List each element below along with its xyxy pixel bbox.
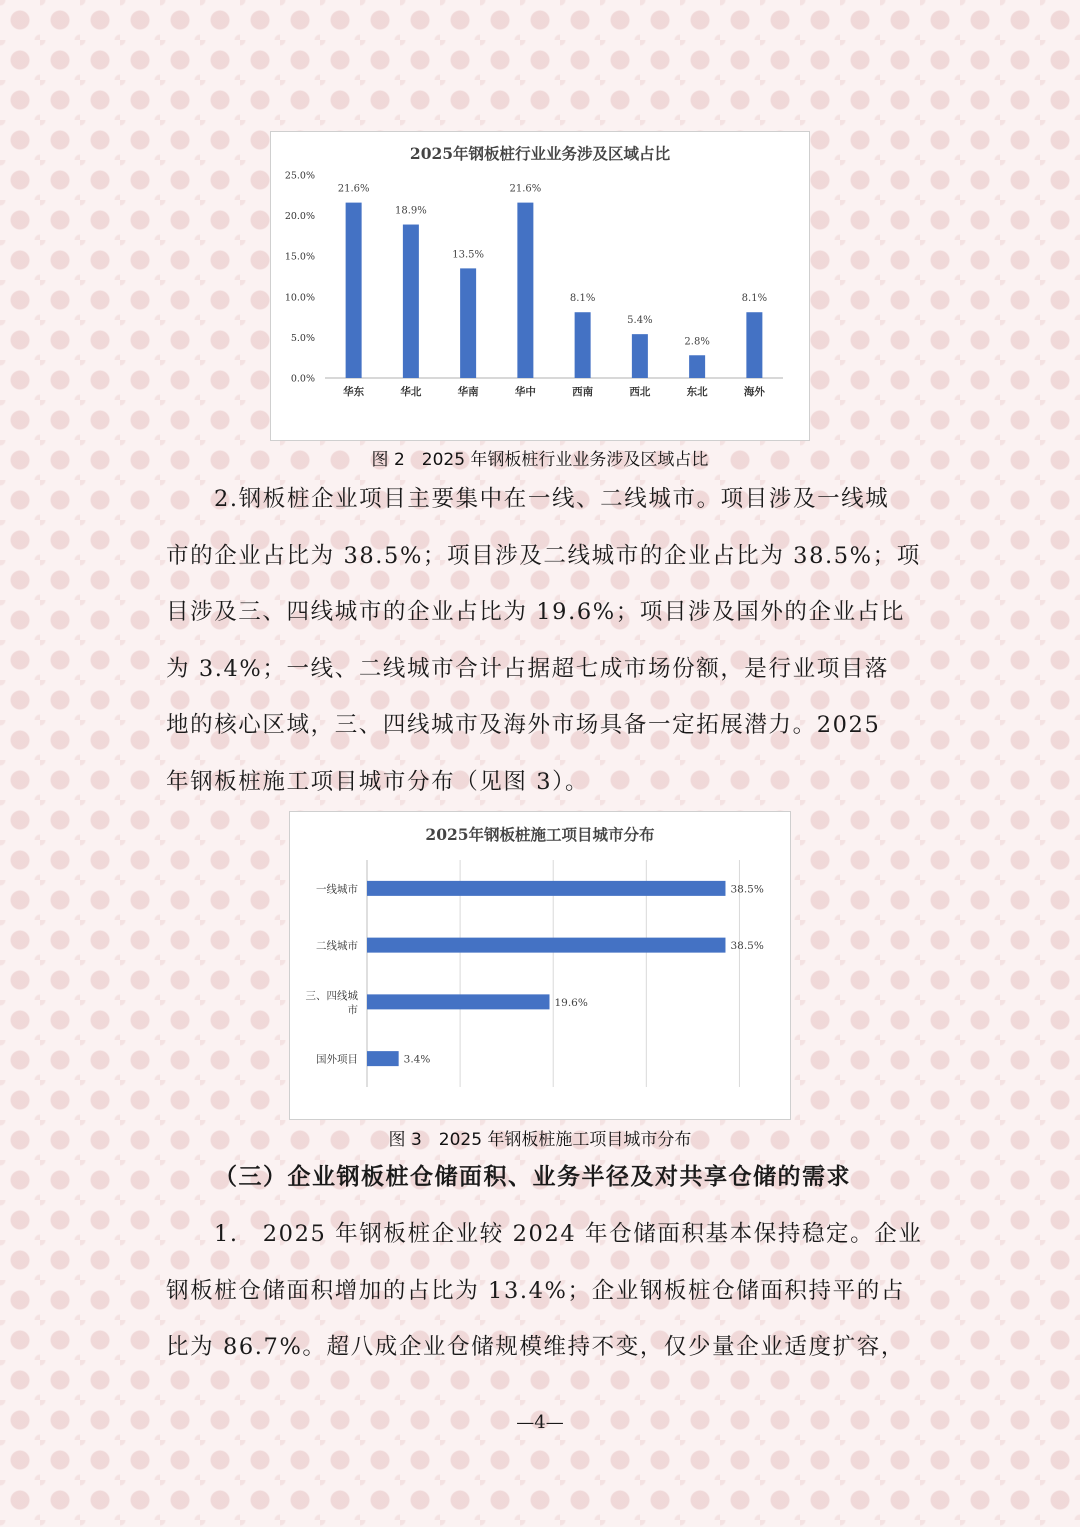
paragraph-storage-area [166, 1206, 923, 1376]
paragraph-line: 年钢板桩施工项目城市分布（见图 3）。 [166, 768, 590, 795]
bar-data-label: 5.4% [627, 315, 653, 327]
x-tick-label: 西南 [572, 386, 594, 398]
bar-data-label: 8.1% [569, 293, 596, 305]
x-tick-label: 海外 [743, 386, 765, 398]
bar-data-label: 8.1% [741, 293, 768, 305]
paragraph-line: 为 3.4%；一线、二线城市合计占据超七成市场份额，是行业项目落 [166, 655, 890, 682]
region-share-chart [270, 131, 810, 441]
hbar-data-label: 38.5% [730, 883, 764, 896]
y-tick-label: 15.0% [284, 251, 315, 263]
paragraph-city-distribution [166, 471, 921, 811]
y-category-label: 国外项目 [316, 1053, 358, 1066]
bar-data-label: 2.8% [684, 336, 710, 348]
paragraph-line: 比为 86.7%。超八成企业仓储规模维持不变，仅少量企业适度扩容， [166, 1334, 905, 1361]
region-share-chart-svg [271, 132, 809, 440]
y-tick-label: 5.0% [290, 332, 315, 344]
y-category-label: 三、四线城 [305, 989, 358, 1002]
bar-data-label: 21.6% [337, 183, 370, 195]
y-tick-label: 0.0% [290, 373, 315, 385]
bar-3 [460, 268, 476, 378]
figure-2-caption: 图 2 2025 年钢板桩行业业务涉及区域占比 [371, 450, 709, 470]
hbar-2 [367, 938, 725, 953]
x-tick-label: 华南 [457, 386, 479, 398]
x-tick-label: 华中 [514, 386, 536, 398]
bar-5 [575, 312, 591, 378]
paragraph-line: 地的核心区域，三、四线城市及海外市场具备一定拓展潜力。2025 [166, 712, 881, 739]
hbar-data-label: 19.6% [554, 996, 588, 1009]
page-number: —4— [516, 1412, 564, 1433]
bar-6 [632, 334, 648, 378]
bar-8 [746, 312, 762, 378]
hbar-4 [367, 1051, 399, 1066]
hbar-data-label: 3.4% [403, 1053, 431, 1066]
bar-1 [346, 203, 362, 378]
y-tick-label: 20.0% [284, 211, 315, 223]
bar-data-label: 18.9% [394, 205, 427, 217]
paragraph-line: 2.钢板桩企业项目主要集中在一线、二线城市。项目涉及一线城 [214, 486, 890, 512]
y-category-label: 一线城市 [316, 883, 358, 896]
paragraph-line: 目涉及三、四线城市的企业占比为 19.6%；项目涉及国外的企业占比 [166, 599, 905, 626]
hbar-1 [367, 881, 725, 896]
figure-3-caption: 图 3 2025 年钢板桩施工项目城市分布 [388, 1130, 692, 1150]
section-heading: （三）企业钢板桩仓储面积、业务半径及对共享仓储的需求 [214, 1163, 851, 1190]
city-chart-title: 2025年钢板桩施工项目城市分布 [425, 825, 655, 844]
y-category-label: 二线城市 [316, 940, 358, 953]
bar-4 [517, 203, 533, 378]
hbar-3 [367, 994, 549, 1009]
paragraph-line: 市的企业占比为 38.5%；项目涉及二线城市的企业占比为 38.5%；项 [166, 542, 921, 569]
paragraph-line: 钢板桩仓储面积增加的占比为 13.4%；企业钢板桩仓储面积持平的占 [166, 1277, 905, 1304]
x-tick-label: 东北 [686, 386, 708, 398]
paragraph-line: 1. 2025 年钢板桩企业较 2024 年仓储面积基本保持稳定。企业 [214, 1221, 923, 1247]
bar-7 [689, 355, 705, 378]
hbar-data-label: 38.5% [730, 940, 764, 953]
y-category-label: 市 [347, 1003, 358, 1016]
city-distribution-chart-svg [290, 812, 790, 1119]
bar-data-label: 13.5% [452, 249, 485, 261]
bar-data-label: 21.6% [509, 183, 542, 195]
y-tick-label: 25.0% [284, 170, 315, 182]
y-tick-label: 10.0% [284, 292, 315, 304]
bar-2 [403, 225, 419, 378]
city-distribution-chart [289, 811, 791, 1120]
x-tick-label: 华北 [400, 386, 422, 398]
region-chart-title: 2025年钢板桩行业业务涉及区域占比 [409, 144, 671, 163]
x-tick-label: 华东 [343, 386, 365, 398]
x-tick-label: 西北 [629, 386, 651, 398]
